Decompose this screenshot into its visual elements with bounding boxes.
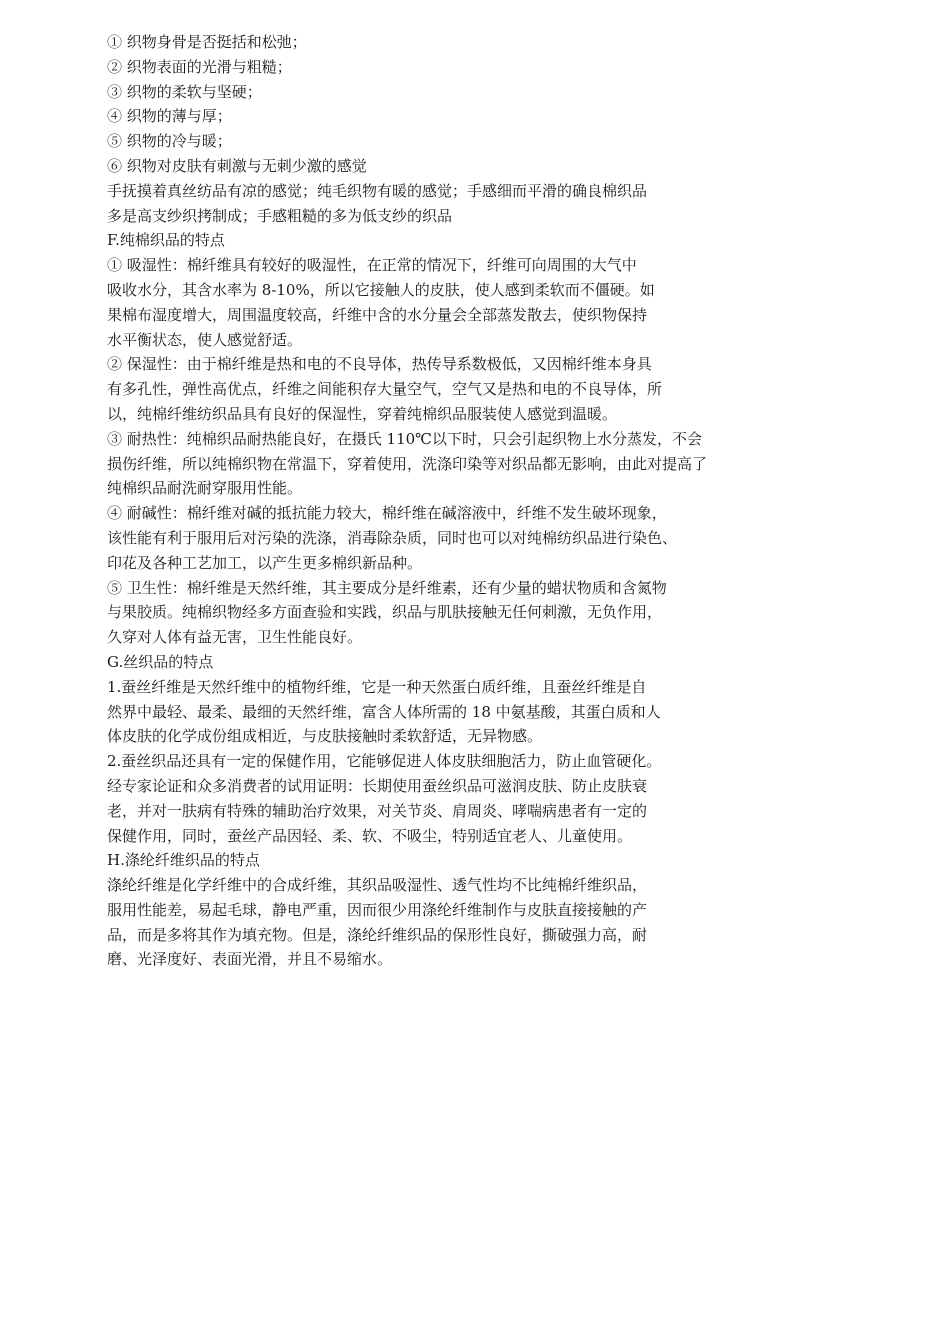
text-line: 久穿对人体有益无害，卫生性能良好。	[107, 628, 363, 647]
text-line: 品，而是多将其作为填充物。但是，涤纶纤维织品的保形性良好，撕破强力高，耐	[107, 925, 648, 944]
text-line: ① 织物身骨是否挺括和松弛；	[107, 33, 307, 51]
text-line: 吸收水分，其含水率为 8-10%，所以它接触人的皮肤，使人感到柔软而不僵硬。如	[107, 280, 655, 299]
text-line: 涤纶纤维是化学纤维中的合成纤维，其织品吸湿性、透气性均不比纯棉纤维织品，	[107, 876, 648, 895]
text-line: 有多孔性，弹性高优点，纤维之间能积存大量空气，空气又是热和电的不良导体，所	[107, 380, 663, 399]
text-line: ③ 织物的柔软与坚硬；	[107, 82, 262, 101]
text-line: 以，纯棉纤维纺织品具有良好的保湿性，穿着纯棉织品服装使人感觉到温暖。	[107, 404, 618, 423]
text-line: 该性能有利于服用后对污染的洗涤，消毒除杂质，同时也可以对纯棉纺织品进行染色、	[107, 528, 678, 547]
text-line: ④ 织物的薄与厚；	[107, 107, 232, 126]
text-line: ③ 耐热性：纯棉织品耐热能良好，在摄氏 110℃以下时，只会引起织物上水分蒸发，不会	[107, 429, 702, 448]
text-line: ⑤ 织物的冷与暖；	[107, 132, 232, 151]
text-line: 老，并对一肤病有特殊的辅助治疗效果，对关节炎、肩周炎、哮喘病患者有一定的	[107, 801, 648, 820]
document-body	[107, 30, 757, 972]
text-line: 与果胶质。纯棉织物经多方面查验和实践，织品与肌肤接触无任何刺激，无负作用，	[107, 603, 663, 622]
text-line: 经专家论证和众多消费者的试用证明：长期使用蚕丝织品可滋润皮肤、防止皮肤衰	[107, 776, 648, 795]
text-line: 磨、光泽度好、表面光滑，并且不易缩水。	[107, 950, 393, 969]
text-line: 体皮肤的化学成份组成相近，与皮肤接触时柔软舒适，无异物感。	[107, 727, 543, 746]
text-line: ② 保湿性：由于棉纤维是热和电的不良导体，热传导系数极低，又因棉纤维本身具	[107, 355, 652, 374]
text-line: 保健作用，同时，蚕丝产品因轻、柔、软、不吸尘，特别适宜老人、儿童使用。	[107, 826, 633, 845]
text-line: 水平衡状态，使人感觉舒适。	[107, 330, 303, 349]
section-heading: H.涤纶纤维织品的特点	[107, 851, 260, 870]
text-line: 果棉布湿度增大，周围温度较高，纤维中含的水分量会全部蒸发散去，使织物保持	[107, 305, 648, 324]
text-line: 服用性能差，易起毛球，静电严重，因而很少用涤纶纤维制作与皮肤直接接触的产	[107, 900, 648, 919]
text-line: 然界中最轻、最柔、最细的天然纤维，富含人体所需的 18 中氨基酸，其蛋白质和人	[107, 702, 661, 721]
text-line: ⑤ 卫生性：棉纤维是天然纤维，其主要成分是纤维素，还有少量的蜡状物质和含氮物	[107, 578, 667, 597]
text-line: 损伤纤维，所以纯棉织物在常温下，穿着使用，洗涤印染等对织品都无影响，由此对提高了	[107, 454, 708, 473]
text-line: 1.蚕丝纤维是天然纤维中的植物纤维，它是一种天然蛋白质纤维，且蚕丝纤维是自	[107, 677, 647, 696]
text-line: 纯棉织品耐洗耐穿服用性能。	[107, 479, 303, 498]
text-line: 多是高支纱织拷制成；手感粗糙的多为低支纱的织品	[107, 206, 453, 225]
text-line: ⑥ 织物对皮肤有刺激与无刺少激的感觉	[107, 156, 367, 175]
text-line: 印花及各种工艺加工，以产生更多棉织新品种。	[107, 553, 423, 572]
text-line: ② 织物表面的光滑与粗糙；	[107, 57, 292, 76]
text-line: 2.蚕丝织品还具有一定的保健作用，它能够促进人体皮肤细胞活力，防止血管硬化。	[107, 752, 662, 771]
section-heading: F.纯棉织品的特点	[107, 231, 225, 250]
section-heading: G.丝织品的特点	[107, 652, 214, 671]
text-line: ④ 耐碱性：棉纤维对碱的抵抗能力较大，棉纤维在碱溶液中，纤维不发生破坏现象，	[107, 504, 667, 523]
text-line: ① 吸湿性：棉纤维具有较好的吸湿性，在正常的情况下，纤维可向周围的大气中	[107, 256, 637, 275]
text-line: 手抚摸着真丝纺品有凉的感觉；纯毛织物有暖的感觉；手感细而平滑的确良棉织品	[107, 181, 648, 200]
